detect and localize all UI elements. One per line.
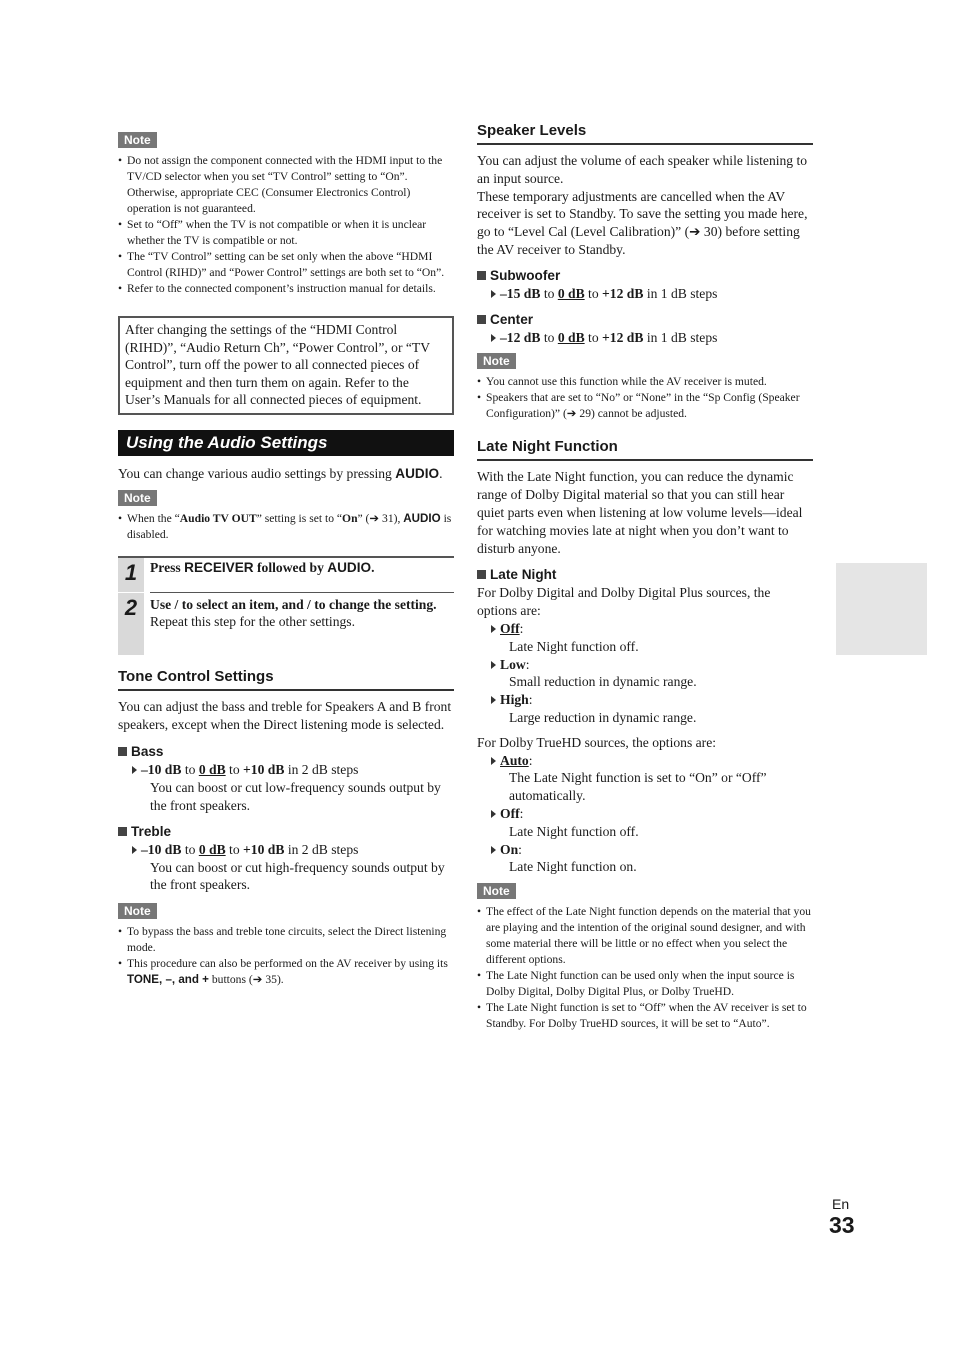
note-tag: Note [118,490,157,506]
steps-list [118,556,454,655]
list-item: • The effect of the Late Night function depends on the material that you are playing and the intention of the original sound designer, and with some material there will be little or no effect when you select the different options. [477,904,813,968]
section-thumb-tab [836,563,927,655]
arrow-right-icon [491,334,496,342]
option-desc: The Late Night function is set to “On” or “Off” automatically. [509,770,767,804]
list-item: • Refer to the connected component’s instruction manual for details. [118,281,454,297]
arrow-right-icon [132,846,137,854]
note-tag: Note [118,903,157,919]
list-item: • When the “Audio TV OUT” setting is set to “On” (➔ 31), AUDIO is disabled. [118,511,454,543]
subwoofer-range: –15 dB to 0 dB to +12 dB in 1 dB steps [477,285,813,303]
hdmi-power-cycle-box [118,316,454,415]
intro-text: You can change various audio settings by pressing [118,465,392,481]
arrow-right-icon [491,625,496,633]
truehd-intro: For Dolby TrueHD sources, the options are: [477,734,717,750]
option-high: High: [477,691,813,709]
tone-text: You can adjust the bass and treble for Speakers A and B front speakers, except when the Direct listening mode is selected. [118,698,452,732]
audio-notes-list [118,511,454,543]
note-tag: Note [477,353,516,369]
section-banner [118,430,454,456]
treble-desc: You can boost or cut high-frequency sounds output by the front speakers. [150,859,445,893]
banner-title: Using the Audio Settings [126,432,328,452]
center-range: –12 dB to 0 dB to +12 dB in 1 dB steps [477,329,813,347]
option-desc: Late Night function off. [509,823,639,839]
step-1: 1 Press RECEIVER followed by AUDIO. [118,558,454,592]
late-night-text: With the Late Night function, you can reduce the dynamic range of Dolby Digital material so that you can still hear quiet parts even when listening at low volume levels—ideal for watching movies late at night when you don’t want to disturb anyone. [477,469,803,556]
bass-desc: You can boost or cut low-frequency sounds output by the front speakers. [150,780,441,813]
list-item: • Do not assign the component connected with the HDMI input to the TV/CD selector when you set “TV Control” setting to “On”. Otherwise, appropriate CEC (Consumer Electronics Control) operation is not guaranteed. [118,153,454,217]
option-desc: Late Night function off. [509,638,639,654]
arrow-right-icon [491,290,496,298]
page-language: En [832,1196,850,1212]
option-low: Low: [477,656,813,674]
option-auto: Auto: [477,752,813,770]
speaker-text-2: These temporary adjustments are cancelled when the AV receiver is set to Standby. To save the setting you made here, go to “Level Cal (Level Calibration)” (➔ 30) before setting the AV receiver to Standby. [477,188,808,257]
truehd-options [477,752,813,877]
step-2: 2 Use / to select an item, and / to change the setting. Repeat this step for the other settings. [118,593,454,655]
option-desc: Small reduction in dynamic range. [509,674,697,690]
center-heading: Center [477,311,813,329]
hdmi-notes-list [118,153,454,297]
arrow-right-icon [491,846,496,854]
step-number: 2 [118,593,144,655]
list-item: • The “TV Control” setting can be set only when the above “HDMI Control (RIHD)” and “Power Control” settings are both set to “On”. [118,249,454,281]
option-off: Off: [477,805,813,823]
list-item: • You cannot use this function while the AV receiver is muted. [477,374,813,390]
option-desc: Large reduction in dynamic range. [509,709,697,725]
bass-range: –10 dB to 0 dB to +10 dB in 2 dB steps [118,761,454,779]
speaker-text-1: You can adjust the volume of each speaker while listening to an input source. [477,153,808,186]
page-number: 33 [829,1212,855,1238]
list-item: • Speakers that are set to “No” or “None” in the “Sp Config (Speaker Configuration)” (➔ 29) cannot be adjusted. [477,390,813,422]
late-night-heading: Late Night Function [477,438,813,461]
list-item: • The Late Night function is set to “Off” when the AV receiver is set to Standby. For Dolby TrueHD sources, it will be set to “Auto”. [477,1000,813,1032]
subwoofer-heading: Subwoofer [477,267,813,285]
tone-notes-list [118,924,454,988]
treble-range: –10 dB to 0 dB to +10 dB in 2 dB steps [118,841,454,859]
option-desc: Late Night function on. [509,859,637,875]
speaker-notes-list [477,374,813,422]
arrow-right-icon [491,810,496,818]
option-off: Off: [477,620,813,638]
audio-intro: You can change various audio settings by pressing AUDIO. [118,465,443,481]
step-number: 1 [118,558,144,592]
arrow-right-icon [132,766,137,774]
left-column [118,122,454,988]
speaker-levels-heading: Speaker Levels [477,122,813,145]
list-item: • This procedure can also be performed on the AV receiver by using its TONE, –, and + buttons (➔ 35). [118,956,454,988]
dolby-digital-options [477,620,813,727]
arrow-right-icon [491,757,496,765]
treble-heading: Treble [118,823,454,841]
bass-heading: Bass [118,743,454,761]
boxed-text: After changing the settings of the “HDMI Control (RIHD)”, “Audio Return Ch”, “Power Control”, or “TV Control”, turn off the power to all connected pieces of equipment and then turn them on again. Refer to the User’s Manuals for all connected pieces of equipment. [125,322,430,408]
late-night-notes-list [477,904,813,1032]
arrow-right-icon [491,661,496,669]
list-item: • To bypass the bass and treble tone circuits, select the Direct listening mode. [118,924,454,956]
note-tag: Note [477,883,516,899]
list-item: • Set to “Off” when the TV is not compatible or when it is unclear whether the TV is compatible or not. [118,217,454,249]
arrow-right-icon [491,696,496,704]
late-night-subheading: Late Night [477,566,813,584]
audio-key: AUDIO [395,465,440,481]
note-tag: Note [118,132,157,148]
tone-control-heading: Tone Control Settings [118,668,454,691]
list-item: • The Late Night function can be used only when the input source is Dolby Digital, Dolby Digital Plus, or Dolby TrueHD. [477,968,813,1000]
option-on: On: [477,841,813,859]
dolby-digital-intro: For Dolby Digital and Dolby Digital Plus sources, the options are: [477,585,771,619]
right-column [477,122,813,1032]
